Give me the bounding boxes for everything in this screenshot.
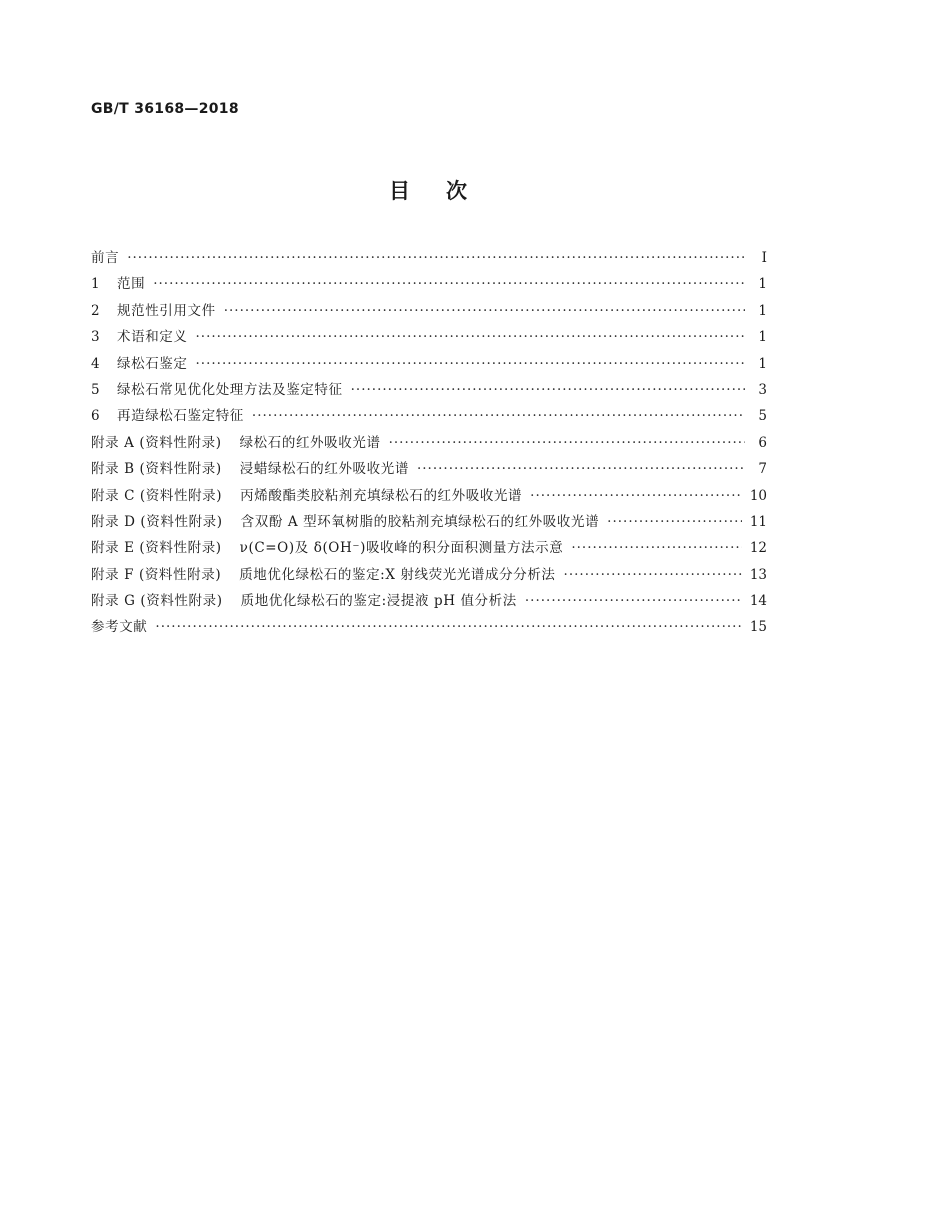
toc-entry-label [91,510,599,530]
toc-leader-dots [224,303,745,319]
toc-entry-page: 1 [758,329,767,346]
toc-entry-number: 5 [91,381,100,398]
toc-entry-appendix-g[interactable] [91,589,767,615]
toc-entry-appendix-a[interactable] [91,431,767,457]
toc-leader-dots [196,356,746,372]
table-of-contents [91,246,767,642]
toc-appendix-title: 浸蜡绿松石的红外吸收光谱 [239,461,409,478]
toc-entry-label: 术语和定义 [117,329,188,346]
toc-appendix-title: 绿松石的红外吸收光谱 [239,434,381,451]
page-title: 目次 [389,179,503,203]
toc-entry-label [91,484,522,504]
toc-entry-6[interactable] [91,404,767,430]
toc-entry-label: 绿松石常见优化处理方法及鉴定特征 [117,381,343,398]
toc-entry-number: 1 [91,276,100,293]
toc-entry-label [91,563,556,583]
toc-entry-page: 13 [749,566,767,583]
toc-leader-dots [351,382,745,398]
toc-entry-appendix-f[interactable] [91,563,767,589]
toc-entry-page: 6 [758,434,767,451]
toc-entry-number: 2 [91,302,100,319]
toc-entry-page: Ⅰ [761,250,767,266]
toc-entry-4[interactable] [91,352,767,378]
toc-entry-label: 前言 [91,250,120,266]
toc-leader-dots [525,593,742,609]
toc-entry-page: 5 [758,408,767,425]
toc-entry-page: 1 [758,302,767,319]
toc-entry-1[interactable] [91,272,767,298]
toc-entry-label [91,536,563,556]
toc-entry-label: 再造绿松石鉴定特征 [117,408,244,425]
toc-appendix-prefix: 附录 F (资料性附录) [91,566,222,583]
toc-appendix-title: 丙烯酸酯类胶粘剂充填绿松石的红外吸收光谱 [240,487,523,504]
toc-appendix-prefix: 附录 E (资料性附录) [91,540,222,557]
toc-appendix-title: 含双酚 A 型环氧树脂的胶粘剂充填绿松石的红外吸收光谱 [240,513,600,530]
toc-appendix-title: 质地优化绿松石的鉴定:浸提液 pH 值分析法 [240,593,517,610]
toc-entry-label [91,589,517,609]
toc-leader-dots [417,461,745,477]
toc-entry-5[interactable] [91,378,767,404]
toc-entry-page: 15 [749,619,767,636]
toc-leader-dots [564,567,742,583]
toc-entry-page: 3 [758,381,767,398]
toc-leader-dots [252,408,745,424]
toc-entry-appendix-e[interactable] [91,536,767,562]
toc-entry-appendix-c[interactable] [91,484,767,510]
toc-entry-appendix-b[interactable] [91,457,767,483]
toc-entry-page: 1 [758,355,767,372]
toc-entry-number: 6 [91,408,100,425]
toc-entry-2[interactable] [91,299,767,325]
toc-entry-page: 7 [758,461,767,478]
toc-leader-dots [196,329,746,345]
toc-entry-appendix-d[interactable] [91,510,767,536]
toc-entry-label: 绿松石鉴定 [117,355,188,372]
toc-leader-dots [155,619,741,635]
toc-leader-dots [127,250,745,266]
toc-entry-page: 1 [758,276,767,293]
toc-entry-label: 参考文献 [91,619,148,636]
toc-leader-dots [530,488,742,504]
toc-entry-label: 规范性引用文件 [117,302,216,319]
toc-entry-number: 3 [91,329,100,346]
toc-entry-page: 10 [749,487,767,504]
toc-appendix-prefix: 附录 D (资料性附录) [91,513,223,530]
toc-leader-dots [153,276,745,292]
toc-entry-label [91,431,381,451]
toc-entry-references[interactable] [91,615,767,641]
toc-entry-label: 范围 [117,276,146,293]
toc-entry-page: 11 [749,513,767,530]
toc-appendix-title: 质地优化绿松石的鉴定:X 射线荧光光谱成分分析法 [239,566,556,583]
toc-entry-3[interactable] [91,325,767,351]
toc-entry-number: 4 [91,355,100,372]
toc-appendix-prefix: 附录 B (资料性附录) [91,461,222,478]
toc-appendix-prefix: 附录 G (资料性附录) [91,593,223,610]
document-code: GB/T 36168—2018 [91,101,239,117]
toc-leader-dots [571,540,741,556]
toc-entry-page: 14 [749,593,767,610]
toc-entry-page: 12 [749,540,767,557]
toc-appendix-title: ν(C=O)及 δ(OH⁻)吸收峰的积分面积测量方法示意 [239,540,564,557]
toc-appendix-prefix: 附录 C (资料性附录) [91,487,223,504]
toc-appendix-prefix: 附录 A (资料性附录) [91,434,222,451]
toc-entry-label [91,457,409,477]
toc-leader-dots [607,514,742,530]
toc-leader-dots [389,435,745,451]
toc-entry-foreword[interactable] [91,246,767,272]
